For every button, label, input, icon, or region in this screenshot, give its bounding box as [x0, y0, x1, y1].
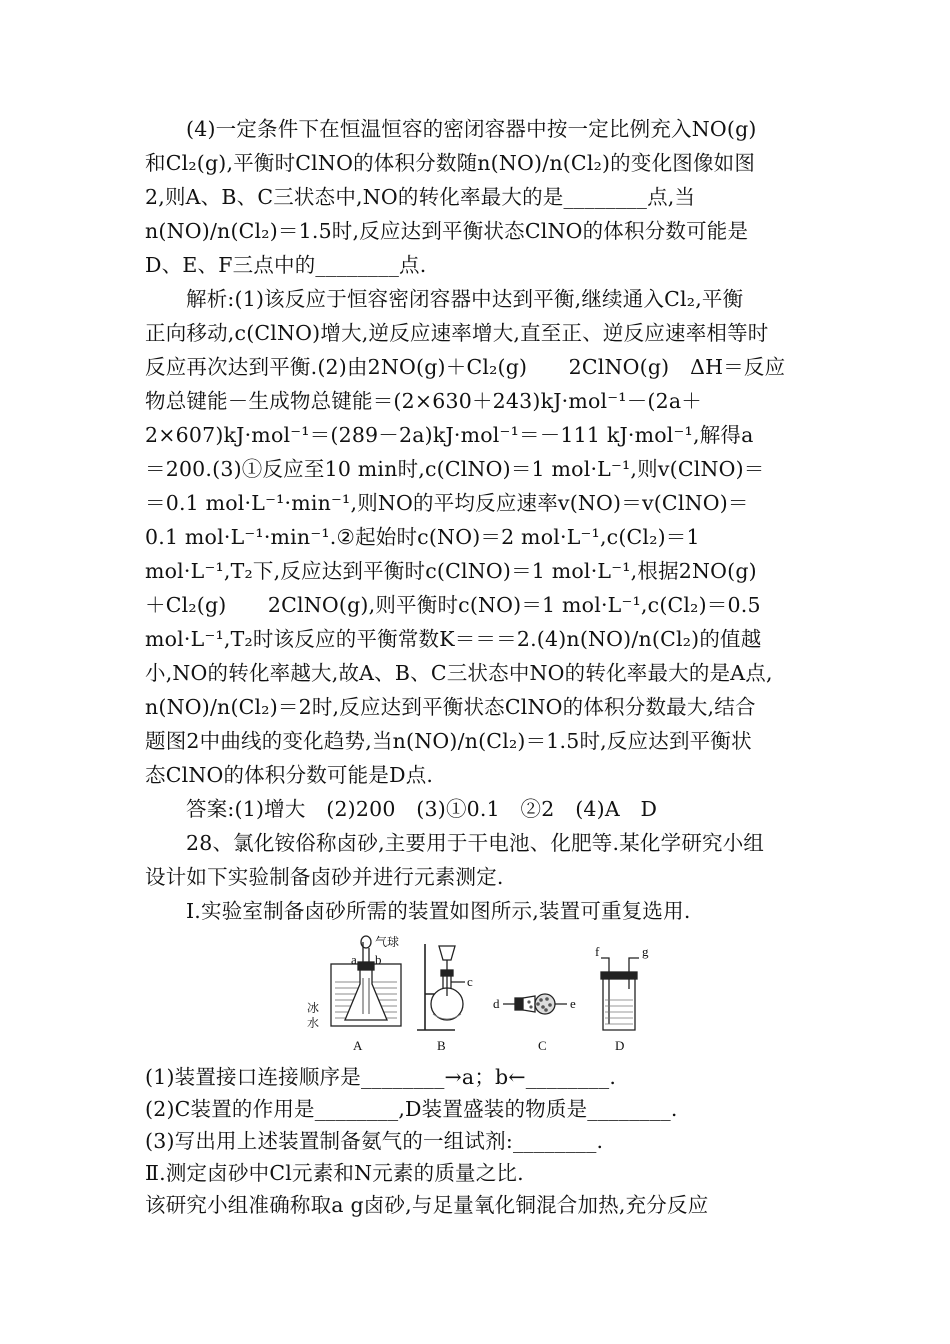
analysis-line: ＋Cl₂(g) 2ClNO(g),则平衡时c(NO)＝1 mol·L⁻¹,c(Cl₂)＝0.5 — [145, 593, 761, 617]
label-d: D — [615, 1038, 625, 1053]
analysis-line: 2×607)kJ·mol⁻¹＝(289－2a)kJ·mol⁻¹＝－111 kJ·mol⁻¹,解得a — [145, 423, 754, 447]
analysis-line: ＝200.(3)①反应至10 min时,c(ClNO)＝1 mol·L⁻¹,则v(ClNO)＝ — [145, 457, 765, 481]
label-c: C — [538, 1038, 547, 1053]
analysis-line: ＝0.1 mol·L⁻¹·min⁻¹,则NO的平均反应速率v(NO)＝v(ClNO)＝ — [145, 491, 749, 515]
analysis-line: 0.1 mol·L⁻¹·min⁻¹.②起始时c(NO)＝2 mol·L⁻¹,c(Cl₂)＝1 — [145, 525, 700, 549]
analysis-line: 物总键能－生成物总键能＝(2×630＋243)kJ·mol⁻¹－(2a＋ — [145, 389, 702, 413]
question-28-line: 设计如下实验制备卤砂并进行元素测定. — [145, 865, 504, 889]
text-line: D、E、F三点中的________点. — [145, 253, 427, 277]
text-line: (4)一定条件下在恒温恒容的密闭容器中按一定比例充入NO(g) — [186, 117, 757, 141]
port-g: g — [642, 944, 649, 959]
port-b: b — [375, 952, 382, 967]
analysis-line: mol·L⁻¹,T₂下,反应达到平衡时c(ClNO)＝1 mol·L⁻¹,根据2NO(g) — [145, 559, 757, 583]
question-28-line: Ⅰ.实验室制备卤砂所需的装置如图所示,装置可重复选用. — [186, 899, 691, 923]
balloon-label: 气球 — [375, 935, 400, 949]
drying-tube-neck — [523, 996, 535, 1012]
stopper-c — [515, 998, 523, 1010]
analysis-line: 反应再次达到平衡.(2)由2NO(g)＋Cl₂(g) 2ClNO(g) ΔH＝反应 — [145, 355, 786, 379]
tube-a — [363, 942, 369, 962]
label-a: A — [353, 1038, 363, 1053]
text-line: 2,则A、B、C三状态中,NO的转化率最大的是________点,当 — [145, 185, 696, 209]
question-line: (3)写出用上述装置制备氨气的一组试剂:________. — [145, 1129, 604, 1153]
analysis-line: mol·L⁻¹,T₂时该反应的平衡常数K＝＝＝2.(4)n(NO)/n(Cl₂)的值越 — [145, 627, 762, 651]
stopper-d — [601, 972, 637, 979]
ice-label: 冰 — [307, 1001, 320, 1015]
label-b: B — [437, 1038, 446, 1053]
funnel-b — [439, 946, 455, 960]
question-line: (1)装置接口连接顺序是________→a；b←________. — [145, 1065, 617, 1089]
analysis-line: 小,NO的转化率越大,故A、B、C三状态中NO的转化率最大的是A点, — [145, 661, 773, 685]
water-label: 水 — [307, 1016, 320, 1030]
port-d: d — [493, 996, 500, 1011]
analysis-line: n(NO)/n(Cl₂)＝2时,反应达到平衡状态ClNO的体积分数最大,结合 — [145, 695, 756, 719]
question-line: 该研究小组准确称取a g卤砂,与足量氧化铜混合加热,充分反应 — [145, 1193, 709, 1217]
bottle-d — [603, 978, 635, 1030]
analysis-line: 题图2中曲线的变化趋势,当n(NO)/n(Cl₂)＝1.5时,反应达到平衡状 — [145, 729, 752, 753]
analysis-line: 正向移动,c(ClNO)增大,逆反应速率增大,直至正、逆反应速率相等时 — [145, 321, 769, 345]
question-28-line: 28、氯化铵俗称卤砂,主要用于干电池、化肥等.某化学研究小组 — [186, 831, 765, 855]
port-a: a — [351, 952, 357, 967]
apparatus-figure — [145, 934, 809, 1059]
document-body — [145, 112, 809, 1221]
section-heading: Ⅱ.测定卤砂中Cl元素和N元素的质量之比. — [145, 1161, 524, 1185]
analysis-line: 解析:(1)该反应于恒容密闭容器中达到平衡,继续通入Cl₂,平衡 — [186, 287, 744, 311]
port-c: c — [467, 974, 473, 989]
question-line: (2)C装置的作用是________,D装置盛装的物质是________. — [145, 1097, 678, 1121]
port-e: e — [570, 996, 576, 1011]
answer-line: 答案:(1)增大 (2)200 (3)①0.1 ②2 (4)A D — [186, 797, 658, 821]
text-line: n(NO)/n(Cl₂)＝1.5时,反应达到平衡状态ClNO的体积分数可能是 — [145, 219, 749, 243]
port-f: f — [595, 944, 600, 959]
analysis-line: 态ClNO的体积分数可能是D点. — [145, 763, 434, 787]
apparatus-diagram — [305, 934, 665, 1059]
text-line: 和Cl₂(g),平衡时ClNO的体积分数随n(NO)/n(Cl₂)的变化图像如图 — [145, 151, 756, 175]
stopper-a — [358, 962, 374, 970]
